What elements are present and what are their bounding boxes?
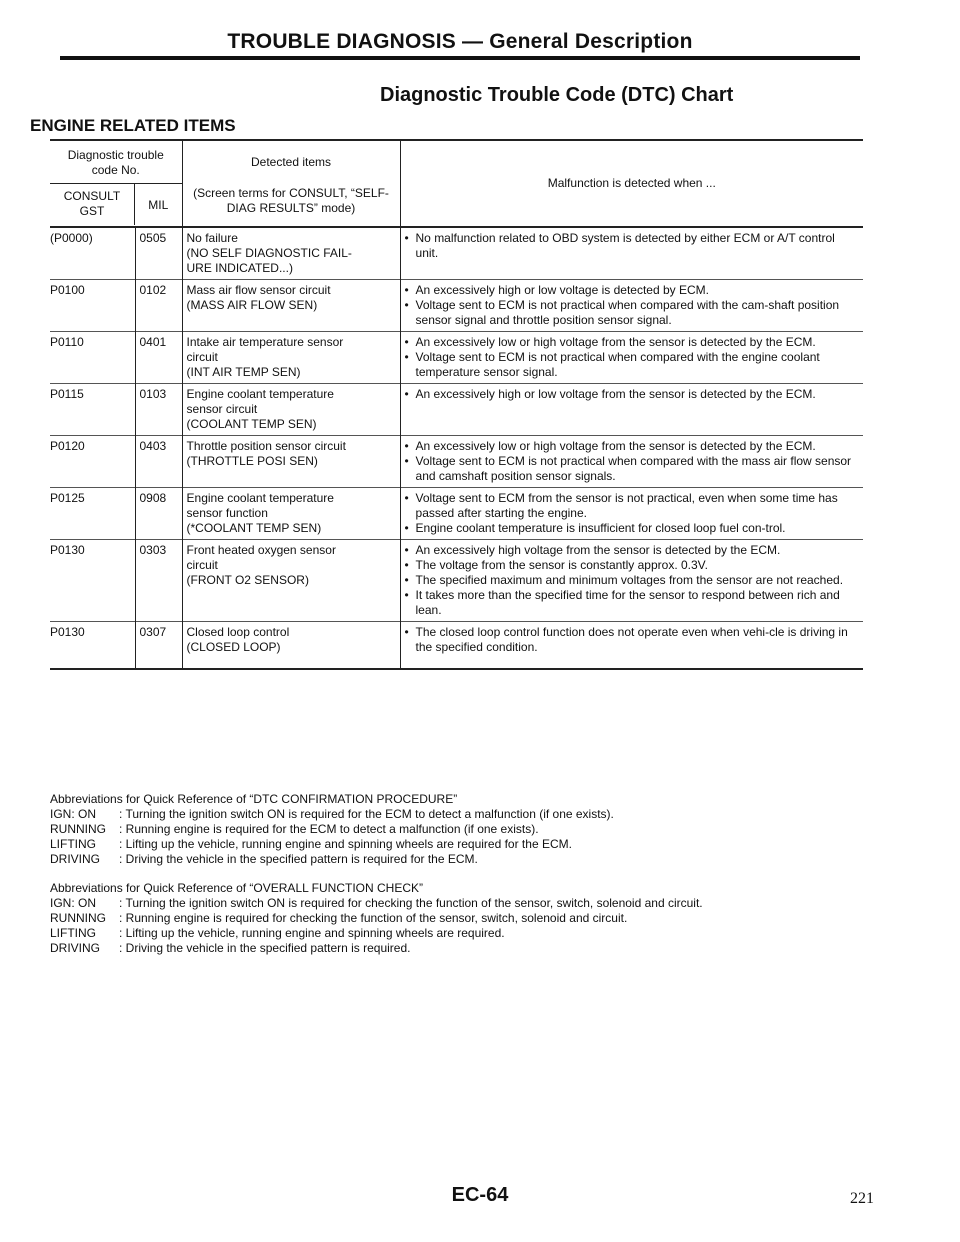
dtc-table	[50, 139, 863, 670]
item-line: Closed loop control	[186, 625, 290, 639]
item-line: (*COOLANT TEMP SEN)	[186, 521, 322, 535]
abbreviation-text: : Lifting up the vehicle, running engine and spinning wheels are required for the ECM.	[119, 837, 572, 851]
abbreviation-key: RUNNING	[50, 911, 106, 925]
condition-item: • Voltage sent to ECM from the sensor is not practical, even when some time has passed after starting the engine.	[405, 491, 860, 521]
table-row	[50, 436, 863, 488]
cell-detected-item	[182, 384, 400, 436]
abbreviation-key: IGN: ON	[50, 807, 97, 821]
abbreviation-text: : Lifting up the vehicle, running engine and spinning wheels are required.	[119, 926, 505, 940]
item-line: Front heated oxygen sensor	[186, 543, 336, 557]
header-detected-items-label: Detected items	[250, 155, 332, 169]
cell-detected-item	[182, 622, 400, 670]
abbreviations-dtc-confirmation	[50, 792, 870, 867]
cell-mil-code: 0303	[135, 540, 182, 622]
condition-item: • Voltage sent to ECM is not practical when compared with the engine coolant temperature sensor signal.	[405, 350, 860, 380]
condition-item: • An excessively high or low voltage from the sensor is detected by the ECM.	[405, 387, 860, 402]
table-row	[50, 280, 863, 332]
abbreviation-text: : Driving the vehicle in the specified pattern is required.	[119, 941, 411, 955]
item-line: sensor function	[186, 506, 268, 520]
item-line: (NO SELF DIAGNOSTIC FAIL-	[186, 246, 352, 260]
abbreviations-title: Abbreviations for Quick Reference of “OVERALL FUNCTION CHECK”	[50, 881, 424, 895]
cell-detected-item	[182, 227, 400, 280]
item-line: Mass air flow sensor circuit	[186, 283, 331, 297]
cell-mil-code: 0403	[135, 436, 182, 488]
table-row	[50, 488, 863, 540]
section-page-code: EC-64	[451, 1184, 509, 1206]
cell-consult-code: P0130	[50, 540, 135, 622]
abbreviation-key: RUNNING	[50, 822, 106, 836]
cell-mil-code: 0401	[135, 332, 182, 384]
table-row	[50, 332, 863, 384]
condition-item: • An excessively high voltage from the sensor is detected by the ECM.	[405, 543, 860, 558]
item-line: URE INDICATED...)	[186, 261, 293, 275]
abbreviation-entry	[50, 911, 870, 926]
item-line: (INT AIR TEMP SEN)	[186, 365, 301, 379]
item-line: circuit	[186, 350, 218, 364]
table-row	[50, 540, 863, 622]
table-row	[50, 384, 863, 436]
item-line: Intake air temperature sensor	[186, 335, 344, 349]
abbreviation-entry	[50, 896, 870, 911]
abbreviations-overall-function-check	[50, 881, 870, 956]
abbreviation-key: LIFTING	[50, 837, 97, 851]
abbreviation-key: IGN: ON	[50, 896, 97, 910]
cell-malfunction	[400, 540, 863, 622]
header-dtc-group	[50, 140, 182, 227]
abbreviation-text: : Turning the ignition switch ON is required for the ECM to detect a malfunction (if one exists).	[119, 807, 614, 821]
abbreviation-entry	[50, 926, 870, 941]
cell-mil-code: 0908	[135, 488, 182, 540]
cell-detected-item	[182, 436, 400, 488]
item-line: No failure	[186, 231, 238, 245]
cell-consult-code: P0125	[50, 488, 135, 540]
condition-item: • The specified maximum and minimum voltages from the sensor are not reached.	[405, 573, 860, 588]
header-detected-items	[182, 140, 400, 227]
cell-consult-code: P0120	[50, 436, 135, 488]
cell-mil-code: 0102	[135, 280, 182, 332]
cell-detected-item	[182, 488, 400, 540]
cell-malfunction	[400, 436, 863, 488]
cell-malfunction	[400, 280, 863, 332]
dtc-table-header	[50, 140, 863, 227]
cell-malfunction	[400, 384, 863, 436]
table-row	[50, 227, 863, 280]
cell-detected-item	[182, 540, 400, 622]
item-line: circuit	[186, 558, 218, 572]
abbreviations-section	[50, 792, 870, 970]
cell-consult-code: P0100	[50, 280, 135, 332]
cell-mil-code: 0505	[135, 227, 182, 280]
cell-malfunction	[400, 622, 863, 670]
cell-mil-code: 0103	[135, 384, 182, 436]
item-line: sensor circuit	[186, 402, 258, 416]
header-mil: MIL	[148, 198, 169, 212]
item-line: (THROTTLE POSI SEN)	[186, 454, 318, 468]
condition-item: • It takes more than the specified time for the sensor to respond between rich and lean.	[405, 588, 860, 618]
abbreviation-key: LIFTING	[50, 926, 97, 940]
condition-item: • The closed loop control function does not operate even when vehi-cle is driving in the specified condition.	[405, 625, 860, 655]
cell-consult-code: P0110	[50, 332, 135, 384]
abbreviation-entry	[50, 852, 870, 867]
item-line: Throttle position sensor circuit	[186, 439, 346, 453]
cell-detected-item	[182, 280, 400, 332]
chart-title: Diagnostic Trouble Code (DTC) Chart	[380, 84, 734, 106]
cell-malfunction	[400, 332, 863, 384]
item-line: (FRONT O2 SENSOR)	[186, 573, 309, 587]
table-row	[50, 622, 863, 670]
cell-consult-code: P0115	[50, 384, 135, 436]
abbreviation-entry	[50, 837, 870, 852]
header-dtc-group-label: Diagnostic trouble code No.	[67, 148, 164, 177]
item-line: (CLOSED LOOP)	[186, 640, 281, 654]
abbreviations-title: Abbreviations for Quick Reference of “DTC CONFIRMATION PROCEDURE”	[50, 792, 458, 806]
condition-item: • The voltage from the sensor is constantly approx. 0.3V.	[405, 558, 860, 573]
page-header-title: TROUBLE DIAGNOSIS — General Description	[227, 30, 693, 53]
item-line: Engine coolant temperature	[186, 491, 334, 505]
item-line: (COOLANT TEMP SEN)	[186, 417, 317, 431]
abbreviation-entry	[50, 941, 870, 956]
dtc-table-container	[50, 139, 863, 670]
abbreviation-key: DRIVING	[50, 852, 101, 866]
condition-item: • An excessively high or low voltage is detected by ECM.	[405, 283, 860, 298]
cell-malfunction	[400, 488, 863, 540]
header-malfunction: Malfunction is detected when ...	[400, 140, 863, 227]
condition-item: • An excessively low or high voltage from the sensor is detected by the ECM.	[405, 439, 860, 454]
abbreviation-entry	[50, 822, 870, 837]
abbreviation-entry	[50, 807, 870, 822]
cell-detected-item	[182, 332, 400, 384]
page-number: 221	[850, 1190, 874, 1207]
condition-item: • An excessively low or high voltage from the sensor is detected by the ECM.	[405, 335, 860, 350]
header-detected-items-note: (Screen terms for CONSULT, “SELF-DIAG RESULTS” mode)	[193, 186, 389, 215]
condition-item: • Voltage sent to ECM is not practical when compared with the cam-shaft position sensor signal and throttle position sensor signal.	[405, 298, 860, 328]
section-heading: ENGINE RELATED ITEMS	[30, 116, 236, 135]
cell-consult-code: (P0000)	[50, 227, 135, 280]
abbreviation-text: : Running engine is required for checking the function of the sensor, switch, solenoid and circuit.	[119, 911, 628, 925]
abbreviation-text: : Running engine is required for the ECM to detect a malfunction (if one exists).	[119, 822, 539, 836]
dtc-table-body	[50, 227, 863, 669]
cell-consult-code: P0130	[50, 622, 135, 670]
abbreviation-text: : Driving the vehicle in the specified pattern is required for the ECM.	[119, 852, 478, 866]
abbreviation-text: : Turning the ignition switch ON is required for checking the function of the sensor, switch, solenoid and circuit.	[119, 896, 703, 910]
header-subcolumns	[50, 183, 182, 225]
cell-malfunction	[400, 227, 863, 280]
condition-item: • Engine coolant temperature is insufficient for closed loop fuel con-trol.	[405, 521, 860, 536]
header-consult-gst: CONSULT GST	[50, 184, 135, 225]
cell-mil-code: 0307	[135, 622, 182, 670]
condition-item: • Voltage sent to ECM is not practical when compared with the mass air flow sensor and camshaft position sensor signals.	[405, 454, 860, 484]
header-rule	[60, 56, 860, 60]
item-line: (MASS AIR FLOW SEN)	[186, 298, 318, 312]
abbreviation-key: DRIVING	[50, 941, 101, 955]
condition-item: • No malfunction related to OBD system is detected by either ECM or A/T control unit.	[405, 231, 860, 261]
item-line: Engine coolant temperature	[186, 387, 334, 401]
